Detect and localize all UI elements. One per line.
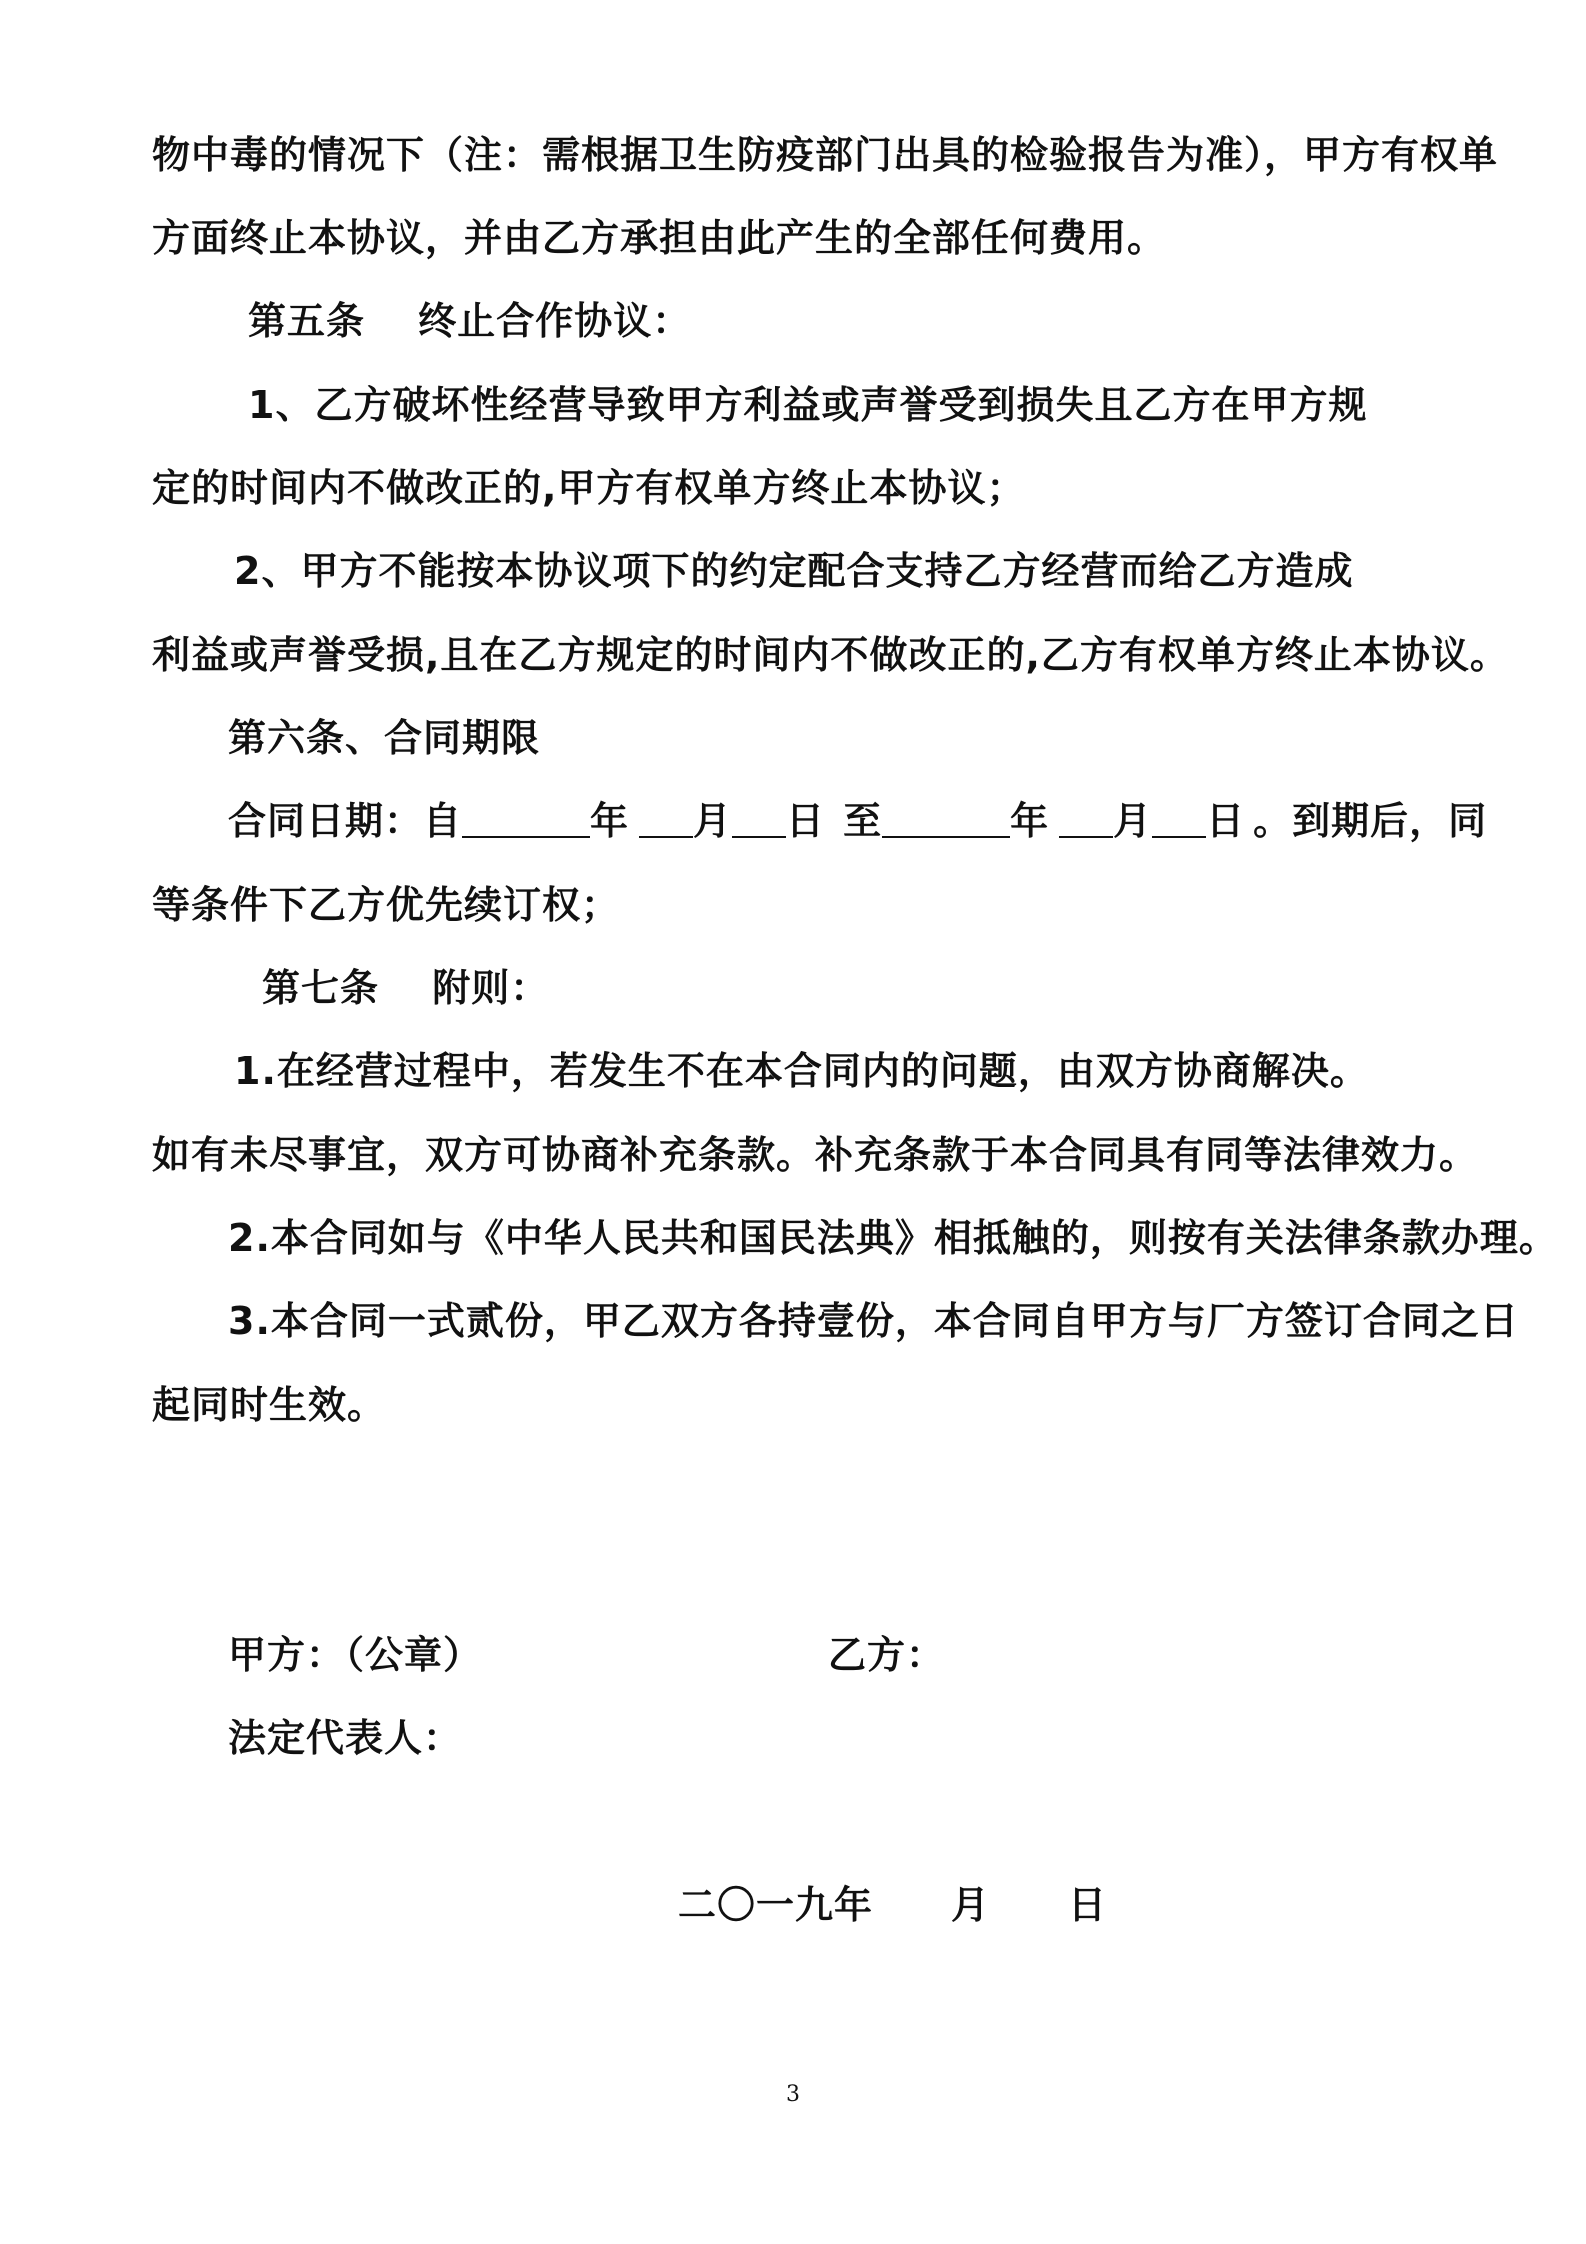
legal-representative: 法定代表人： xyxy=(228,1716,463,1760)
day-label: 日 xyxy=(786,799,826,843)
article-7-item-3: 3.本合同一式贰份，甲乙双方各持壹份，本合同自甲方与厂方签订合同之日 xyxy=(228,1299,1519,1343)
article-5-item-1-cont: 定的时间内不做改正的,甲方有权单方终止本协议； xyxy=(152,466,1026,510)
article-7-item-2: 2.本合同如与《中华人民共和国民法典》相抵触的，则按有关法律条款办理。 xyxy=(228,1216,1558,1260)
end-year-blank xyxy=(882,800,1010,838)
article-5-item-2-cont: 利益或声誉受损,且在乙方规定的时间内不做改正的,乙方有权单方终止本协议。 xyxy=(152,633,1509,677)
article-7-item-1: 1.在经营过程中，若发生不在本合同内的问题，由双方协商解决。 xyxy=(234,1049,1369,1093)
article-5-title: 第五条 终止合作协议： xyxy=(248,299,692,343)
start-day-blank xyxy=(732,800,786,838)
month-label: 月 xyxy=(1113,799,1153,843)
article-6-title: 第六条、合同期限 xyxy=(228,716,541,760)
contract-date-label: 合同日期：自 xyxy=(228,799,463,843)
text-line: 方面终止本协议，并由乙方承担由此产生的全部任何费用。 xyxy=(152,216,1167,260)
date-suffix: 。到期后，同 xyxy=(1253,799,1488,843)
article-6-cont: 等条件下乙方优先续订权； xyxy=(152,883,621,927)
signing-date: 二〇一九年 月 日 xyxy=(678,1883,1108,1927)
start-year-blank xyxy=(462,800,590,838)
to-label: 至 xyxy=(843,799,883,843)
text-line: 物中毒的情况下（注：需根据卫生防疫部门出具的检验报告为准），甲方有权单 xyxy=(152,133,1499,177)
article-5-item-1: 1、乙方破坏性经营导致甲方利益或声誉受到损失且乙方在甲方规 xyxy=(248,383,1368,427)
end-day-blank xyxy=(1152,800,1206,838)
end-month-blank xyxy=(1059,800,1113,838)
start-month-blank xyxy=(639,800,693,838)
month-label: 月 xyxy=(693,799,733,843)
day-label: 日 xyxy=(1206,799,1246,843)
year-label: 年 xyxy=(590,799,630,843)
page-number: 3 xyxy=(786,2082,800,2107)
year-label: 年 xyxy=(1010,799,1050,843)
party-b: 乙方： xyxy=(828,1633,946,1677)
article-7-item-1-cont: 如有未尽事宜，双方可协商补充条款。补充条款于本合同具有同等法律效力。 xyxy=(152,1133,1479,1177)
party-a-seal: 甲方：（公章） xyxy=(228,1633,483,1677)
article-5-item-2: 2、甲方不能按本协议项下的约定配合支持乙方经营而给乙方造成 xyxy=(234,549,1354,593)
contract-date-line xyxy=(228,796,1487,846)
article-7-item-3-cont: 起同时生效。 xyxy=(152,1383,387,1427)
article-7-title: 第七条 附则： xyxy=(262,966,550,1010)
